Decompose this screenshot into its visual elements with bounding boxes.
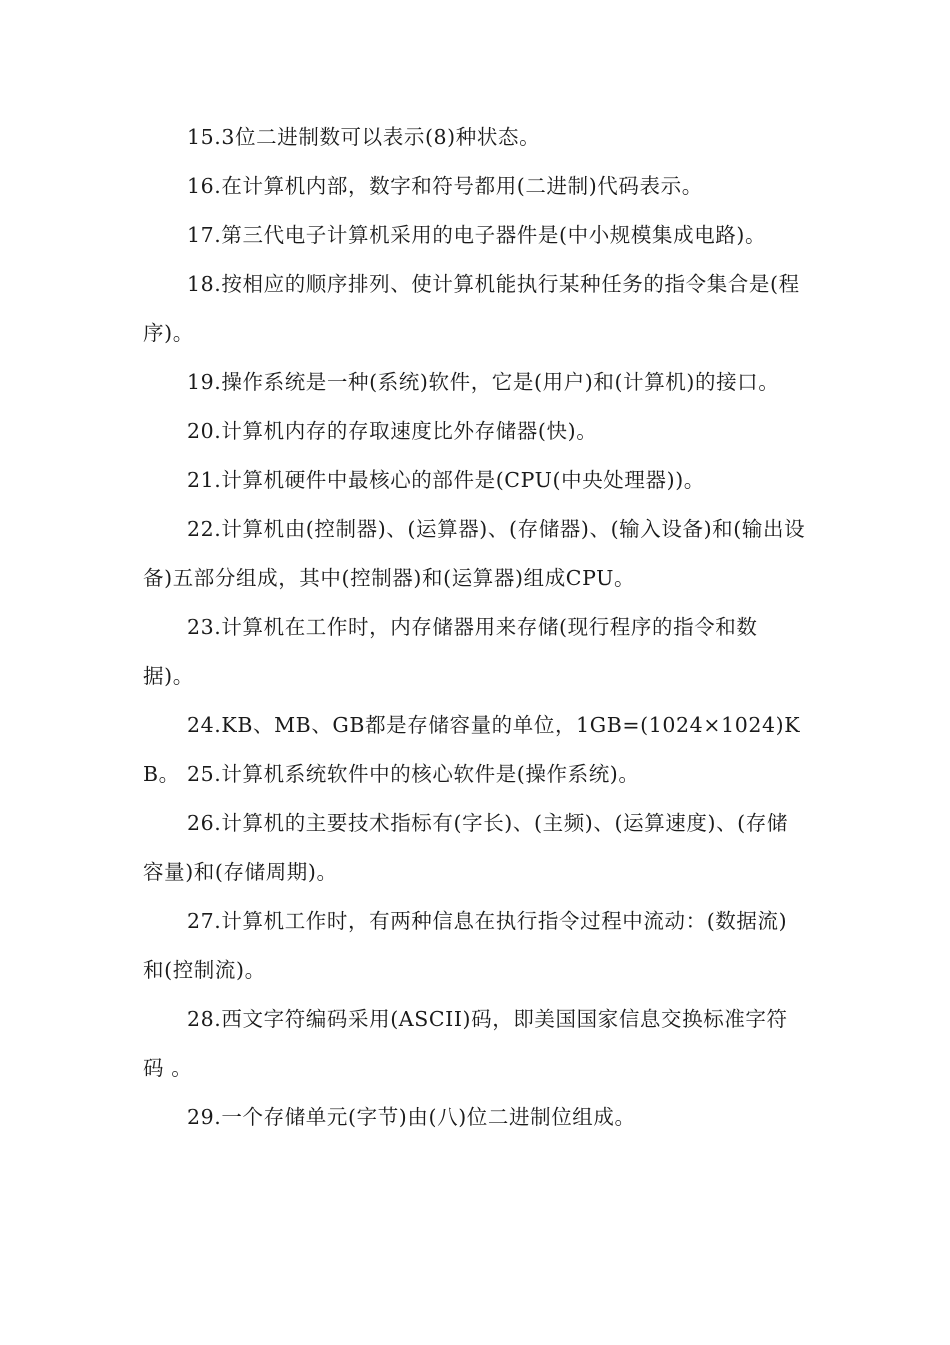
paragraph-item-27: 27.计算机工作时，有两种信息在执行指令过程中流动：(数据流)和(控制流)。 — [143, 909, 788, 982]
paragraph-item-28: 28.西文字符编码采用(ASCII)码，即美国国家信息交换标准字符码 。 — [143, 1007, 788, 1080]
paragraph-item-15: 15.3位二进制数可以表示(8)种状态。 — [187, 125, 541, 149]
paragraph-item-19: 19.操作系统是一种(系统)软件，它是(用户)和(计算机)的接口。 — [187, 370, 780, 394]
paragraph-item-17: 17.第三代电子计算机采用的电子器件是(中小规模集成电路)。 — [187, 223, 767, 247]
paragraph-item-21: 21.计算机硬件中最核心的部件是(CPU(中央处理器))。 — [187, 468, 705, 492]
paragraph-item-25: 25.计算机系统软件中的核心软件是(操作系统)。 — [187, 762, 640, 786]
paragraph-item-23: 23.计算机在工作时，内存储器用来存储(现行程序的指令和数据)。 — [143, 615, 758, 688]
paragraph-item-16: 16.在计算机内部，数字和符号都用(二进制)代码表示。 — [187, 174, 703, 198]
paragraph-item-20: 20.计算机内存的存取速度比外存储器(快)。 — [187, 419, 598, 443]
paragraph-item-18: 18.按相应的顺序排列、使计算机能执行某种任务的指令集合是(程序)。 — [143, 272, 800, 345]
paragraph-item-26: 26.计算机的主要技术指标有(字长)、(主频)、(运算速度)、(存储容量)和(存储周期)。 — [143, 811, 788, 884]
paragraph-item-24: 24.KB、MB、GB都是存储容量的单位，1GB=(1024×1024)KB。 — [143, 713, 801, 786]
paragraph-item-29: 29.一个存储单元(字节)由(八)位二进制位组成。 — [187, 1105, 636, 1129]
paragraph-item-22: 22.计算机由(控制器)、(运算器)、(存储器)、(输入设备)和(输出设备)五部分组成，其中(控制器)和(运算器)组成CPU。 — [143, 517, 806, 590]
